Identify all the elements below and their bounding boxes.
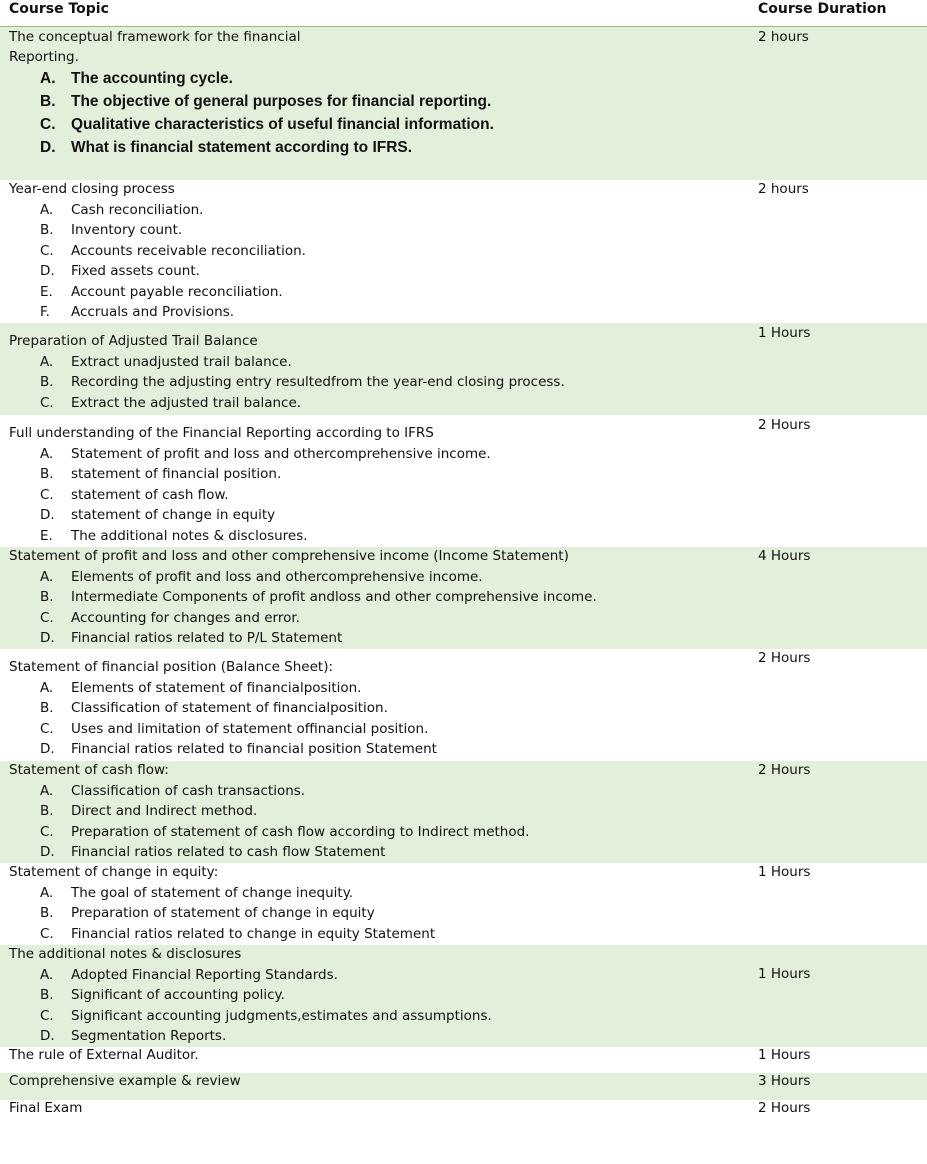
table-header bbox=[0, 0, 927, 27]
list-item bbox=[9, 924, 709, 945]
item-letter: B. bbox=[40, 466, 54, 482]
item-letter: C. bbox=[40, 394, 54, 411]
item-letter: D. bbox=[40, 139, 56, 156]
list-item bbox=[9, 261, 709, 282]
topic-cell bbox=[9, 862, 709, 944]
list-item bbox=[9, 587, 709, 608]
table-row bbox=[0, 761, 927, 863]
duration-cell: 2 Hours bbox=[758, 650, 811, 666]
subtopic-list bbox=[9, 567, 709, 649]
item-letter: A. bbox=[40, 70, 56, 87]
item-text: Financial ratios related to financial position Statement bbox=[71, 741, 437, 757]
list-item bbox=[9, 67, 709, 90]
item-letter: B. bbox=[40, 222, 54, 238]
item-letter: C. bbox=[40, 609, 54, 626]
list-item bbox=[9, 781, 709, 802]
table-row bbox=[0, 649, 927, 761]
list-item bbox=[9, 698, 709, 719]
table-row bbox=[0, 863, 927, 945]
topic-title: Reporting. bbox=[9, 49, 79, 65]
item-letter: C. bbox=[40, 486, 54, 503]
duration-cell: 1 Hours bbox=[758, 1047, 811, 1063]
item-letter: B. bbox=[40, 374, 54, 390]
list-item bbox=[9, 444, 709, 465]
topic-cell bbox=[9, 546, 709, 649]
subtopic-list bbox=[9, 444, 709, 547]
list-item bbox=[9, 678, 709, 699]
course-duration-header: Course Duration bbox=[758, 1, 887, 17]
item-letter: B. bbox=[40, 987, 54, 1003]
item-letter: A. bbox=[40, 966, 54, 983]
item-text: Direct and Indirect method. bbox=[71, 803, 258, 819]
topic-cell bbox=[9, 179, 709, 323]
item-letter: A. bbox=[40, 445, 54, 462]
duration-cell: 2 Hours bbox=[758, 417, 811, 433]
item-text: What is financial statement according to IFRS. bbox=[71, 139, 413, 156]
topic-cell bbox=[9, 331, 709, 413]
subtopic-list bbox=[9, 67, 709, 159]
item-letter: A. bbox=[40, 568, 54, 585]
item-letter: F. bbox=[40, 304, 50, 320]
item-letter: B. bbox=[40, 93, 56, 110]
subtopic-list bbox=[9, 965, 709, 1047]
item-letter: D. bbox=[40, 741, 55, 757]
item-text: Accruals and Provisions. bbox=[71, 304, 235, 320]
list-item bbox=[9, 903, 709, 924]
list-item bbox=[9, 883, 709, 904]
item-letter: B. bbox=[40, 700, 54, 716]
duration-cell: 4 Hours bbox=[758, 548, 811, 564]
topic-cell bbox=[9, 1071, 709, 1091]
list-item bbox=[9, 200, 709, 221]
list-item bbox=[9, 842, 709, 863]
item-text: Adopted Financial Reporting Standards. bbox=[71, 966, 338, 983]
topic-title: Statement of profit and loss and other comprehensive income (Income Statement) bbox=[9, 548, 569, 564]
topic-title: Statement of cash flow: bbox=[9, 762, 169, 778]
duration-cell: 2 Hours bbox=[758, 1100, 811, 1116]
item-text: Extract unadjusted trail balance. bbox=[71, 353, 292, 370]
duration-cell: 2 hours bbox=[758, 181, 809, 197]
list-item bbox=[9, 90, 709, 113]
list-item bbox=[9, 719, 709, 740]
item-text: statement of change in equity bbox=[71, 507, 276, 523]
topic-title: Statement of change in equity: bbox=[9, 864, 219, 880]
list-item bbox=[9, 282, 709, 303]
duration-cell: 2 hours bbox=[758, 29, 809, 45]
item-letter: C. bbox=[40, 242, 54, 259]
table-row bbox=[0, 323, 927, 415]
table-row bbox=[0, 1100, 927, 1126]
item-letter: E. bbox=[40, 527, 53, 544]
topic-title: The additional notes & disclosures bbox=[9, 946, 242, 962]
table-row bbox=[0, 1073, 927, 1100]
item-letter: C. bbox=[40, 925, 54, 942]
item-text: Elements of profit and loss and othercomprehensive income. bbox=[71, 568, 483, 585]
item-letter: D. bbox=[40, 507, 55, 523]
subtopic-list bbox=[9, 678, 709, 760]
item-letter: B. bbox=[40, 905, 54, 921]
table-row bbox=[0, 1047, 927, 1073]
item-text: The accounting cycle. bbox=[71, 70, 233, 87]
item-text: Statement of profit and loss and othercomprehensive income. bbox=[71, 445, 491, 462]
item-letter: C. bbox=[40, 1007, 54, 1024]
item-letter: D. bbox=[40, 630, 55, 646]
item-text: Preparation of statement of change in equity bbox=[71, 905, 375, 921]
item-letter: C. bbox=[40, 116, 56, 133]
duration-cell: 1 Hours bbox=[758, 966, 811, 982]
item-text: Financial ratios related to change in equity Statement bbox=[71, 925, 436, 942]
subtopic-list bbox=[9, 200, 709, 323]
list-item bbox=[9, 136, 709, 159]
item-text: statement of financial position. bbox=[71, 466, 282, 482]
course-topic-header: Course Topic bbox=[9, 1, 109, 17]
item-text: Significant accounting judgments,estimates and assumptions. bbox=[71, 1007, 492, 1024]
topic-cell bbox=[9, 1098, 709, 1118]
table-row bbox=[0, 180, 927, 323]
item-text: Cash reconciliation. bbox=[71, 201, 204, 218]
list-item bbox=[9, 241, 709, 262]
table-row bbox=[0, 547, 927, 649]
subtopic-list bbox=[9, 781, 709, 863]
topic-title: Statement of financial position (Balance Sheet): bbox=[9, 659, 334, 675]
topic-cell bbox=[9, 423, 709, 546]
item-text: Significant of accounting policy. bbox=[71, 987, 285, 1003]
item-letter: A. bbox=[40, 782, 54, 799]
item-letter: D. bbox=[40, 263, 55, 279]
item-text: Financial ratios related to cash flow Statement bbox=[71, 844, 386, 860]
list-item bbox=[9, 985, 709, 1006]
list-item bbox=[9, 352, 709, 373]
subtopic-list bbox=[9, 352, 709, 414]
topic-cell bbox=[9, 657, 709, 760]
topic-title: Final Exam bbox=[9, 1100, 83, 1116]
topic-cell bbox=[9, 1045, 709, 1065]
list-item bbox=[9, 739, 709, 760]
table-row bbox=[0, 27, 927, 180]
topic-title: The rule of External Auditor. bbox=[9, 1047, 199, 1063]
item-letter: A. bbox=[40, 679, 54, 696]
table-row bbox=[0, 415, 927, 547]
item-text: Inventory count. bbox=[71, 222, 183, 238]
list-item bbox=[9, 822, 709, 843]
item-text: The goal of statement of change inequity. bbox=[71, 884, 354, 901]
topic-title: Comprehensive example & review bbox=[9, 1073, 241, 1089]
topic-title: Year-end closing process bbox=[9, 181, 175, 197]
item-text: Classification of statement of financialposition. bbox=[71, 700, 388, 716]
item-text: Extract the adjusted trail balance. bbox=[71, 394, 302, 411]
topic-title: Preparation of Adjusted Trail Balance bbox=[9, 333, 258, 349]
item-letter: C. bbox=[40, 823, 54, 840]
list-item bbox=[9, 567, 709, 588]
list-item bbox=[9, 372, 709, 393]
item-text: The additional notes & disclosures. bbox=[71, 527, 308, 544]
item-text: Accounts receivable reconciliation. bbox=[71, 242, 306, 259]
list-item bbox=[9, 1026, 709, 1047]
item-text: Financial ratios related to P/L Statement bbox=[71, 630, 343, 646]
list-item bbox=[9, 485, 709, 506]
item-text: The objective of general purposes for financial reporting. bbox=[71, 93, 492, 110]
table-row bbox=[0, 945, 927, 1047]
subtopic-list bbox=[9, 883, 709, 945]
item-text: Elements of statement of financialposition. bbox=[71, 679, 362, 696]
item-text: Accounting for changes and error. bbox=[71, 609, 300, 626]
item-text: Account payable reconciliation. bbox=[71, 283, 283, 300]
list-item bbox=[9, 220, 709, 241]
item-letter: D. bbox=[40, 844, 55, 860]
list-item bbox=[9, 393, 709, 414]
item-letter: C. bbox=[40, 720, 54, 737]
item-text: Qualitative characteristics of useful financial information. bbox=[71, 116, 494, 133]
duration-cell: 1 Hours bbox=[758, 325, 811, 341]
list-item bbox=[9, 113, 709, 136]
duration-cell: 3 Hours bbox=[758, 1073, 811, 1089]
list-item bbox=[9, 608, 709, 629]
topic-title: Full understanding of the Financial Reporting according to IFRS bbox=[9, 425, 434, 441]
list-item bbox=[9, 801, 709, 822]
item-letter: A. bbox=[40, 884, 54, 901]
item-letter: D. bbox=[40, 1028, 55, 1044]
topic-cell bbox=[9, 27, 709, 159]
item-text: statement of cash flow. bbox=[71, 486, 229, 503]
list-item bbox=[9, 302, 709, 323]
duration-cell: 2 Hours bbox=[758, 762, 811, 778]
list-item bbox=[9, 505, 709, 526]
item-text: Preparation of statement of cash flow according to Indirect method. bbox=[71, 823, 530, 840]
duration-cell: 1 Hours bbox=[758, 864, 811, 880]
item-text: Fixed assets count. bbox=[71, 263, 200, 279]
item-text: Segmentation Reports. bbox=[71, 1028, 227, 1044]
list-item bbox=[9, 1006, 709, 1027]
item-text: Uses and limitation of statement offinancial position. bbox=[71, 720, 429, 737]
item-text: Classification of cash transactions. bbox=[71, 782, 306, 799]
list-item bbox=[9, 464, 709, 485]
topic-cell bbox=[9, 760, 709, 863]
item-letter: B. bbox=[40, 589, 54, 605]
item-text: Intermediate Components of profit andloss and other comprehensive income. bbox=[71, 589, 597, 605]
topic-title: The conceptual framework for the financial bbox=[9, 29, 301, 45]
list-item bbox=[9, 965, 709, 986]
item-text: Recording the adjusting entry resultedfrom the year-end closing process. bbox=[71, 374, 565, 390]
item-letter: B. bbox=[40, 803, 54, 819]
item-letter: A. bbox=[40, 353, 54, 370]
list-item bbox=[9, 628, 709, 649]
item-letter: A. bbox=[40, 201, 54, 218]
item-letter: E. bbox=[40, 283, 53, 300]
topic-cell bbox=[9, 944, 709, 1047]
list-item bbox=[9, 526, 709, 547]
